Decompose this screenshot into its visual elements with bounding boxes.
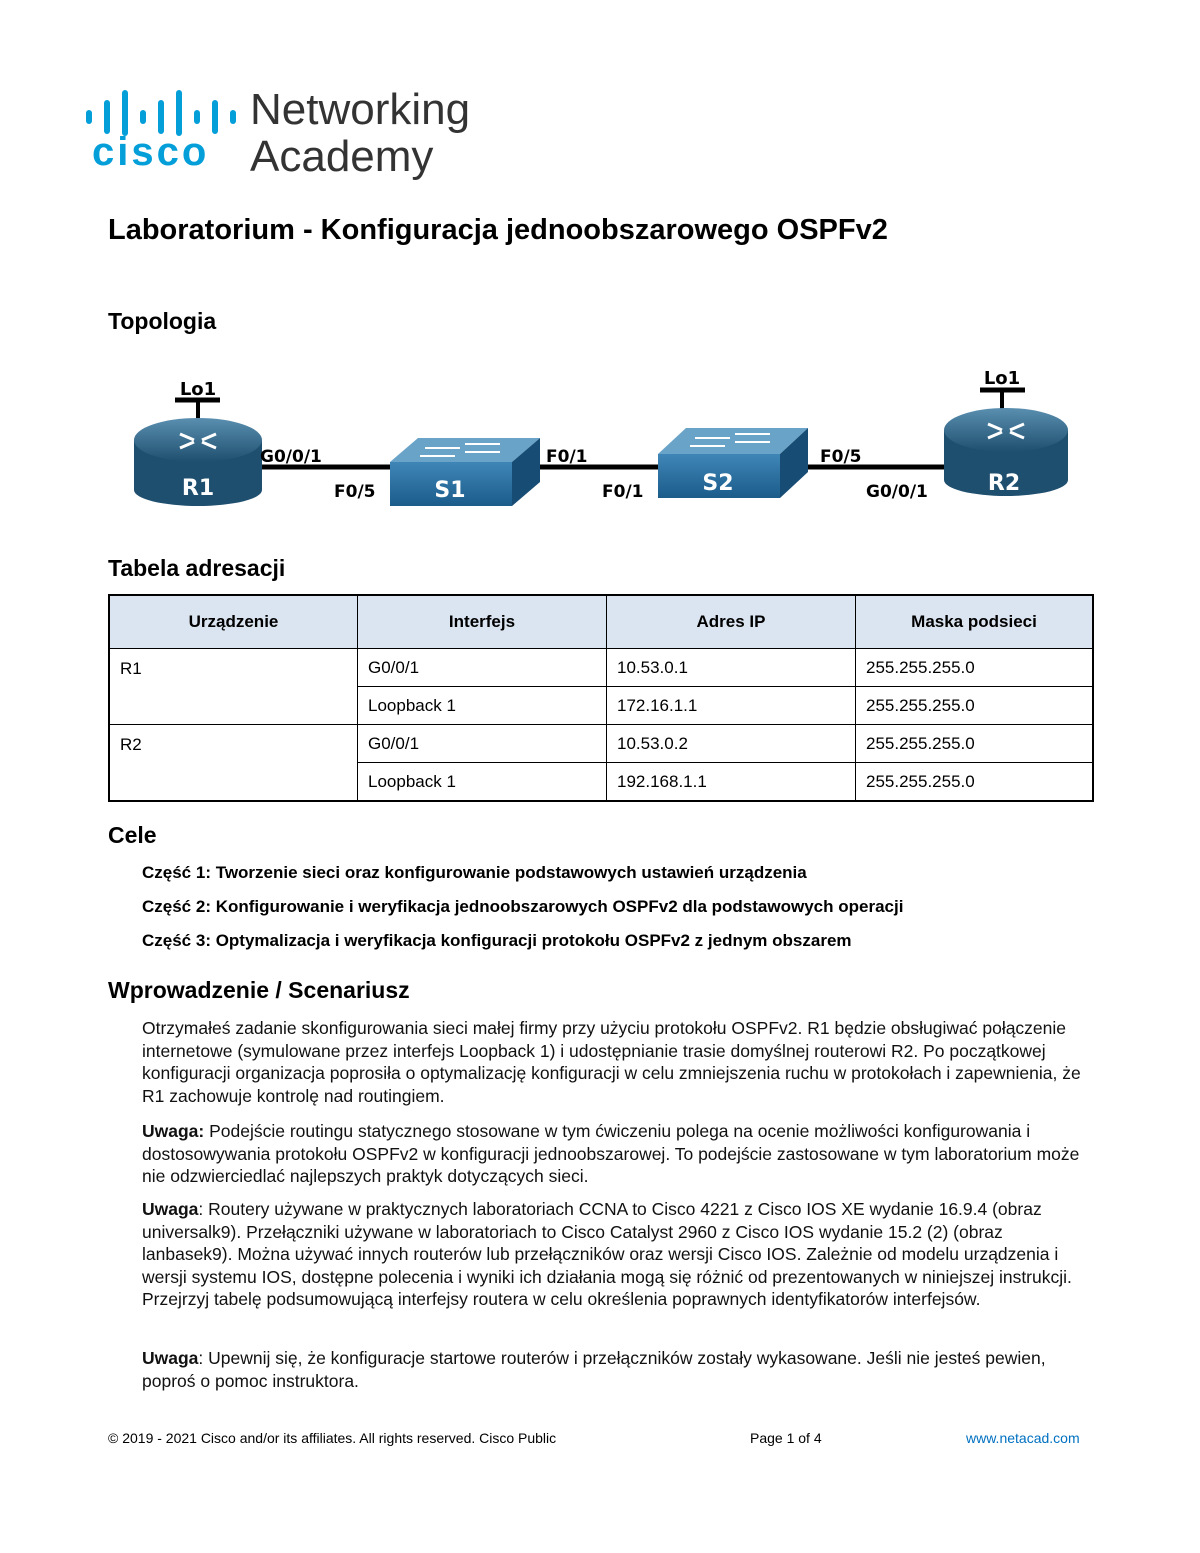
note-paragraph-3: [142, 1347, 1092, 1392]
cell-interface: G0/0/1: [358, 649, 607, 687]
cell-device: R2: [109, 725, 358, 802]
note-text: : Routery używane w praktycznych laboratoriach CCNA to Cisco 4221 z Cisco IOS XE wydanie 16.9.4 (obraz universalk9). Przełączniki używane w laboratoriach to Cisco Catalyst 2960 z Cisco IOS wydanie 15.2 (2) (obraz lanbasek9). Można używać innych routerów lub przełączników oraz wersji Cisco IOS. Zależnie od modelu urządzenia i wersji systemu IOS, dostępne polecenia i wyniki ich działania mogą się różnić od prezentowanych w niniejszej instrukcji. Przejrzyj tabelę podsumowującą interfejsy routera w celu określenia poprawnych identyfikatorów interfejsów.: [142, 1199, 1072, 1309]
intro-paragraph: Otrzymałeś zadanie skonfigurowania sieci małej firmy przy użyciu protokołu OSPFv2. R1 będzie obsługiwać połączenie internetowe (symulowane przez interfejs Loopback 1) i udostępnianie trasie domyślnej routerowi R2. Po początkowej konfiguracji organizacja poprosiła o optymalizację konfiguracji w celu zmniejszenia ruchu w protokołach i zapewnienia, że R1 zachowuje kontrolę nad routingiem.: [142, 1018, 1081, 1106]
label-s2: S2: [702, 471, 734, 496]
label-lo1-right: Lo1: [983, 368, 1021, 389]
note-label: Uwaga: [142, 1348, 199, 1368]
cell-device: R1: [109, 649, 358, 725]
cell-interface: Loopback 1: [358, 687, 607, 725]
table-row: [109, 649, 1093, 687]
table-row: [109, 725, 1093, 763]
label-s1-port-right: F0/1: [546, 447, 588, 467]
logo-academy: Academy: [250, 132, 434, 181]
objective-part-3: Część 3: Optymalizacja i weryfikacja konfiguracji protokołu OSPFv2 z jednym obszarem: [142, 931, 852, 950]
topology-diagram: [120, 360, 1080, 530]
cell-mask: 255.255.255.0: [856, 763, 1094, 802]
note-label: Uwaga: [142, 1199, 199, 1219]
footer-page-number: Page 1 of 4: [750, 1430, 822, 1446]
cell-ip: 10.53.0.1: [607, 649, 856, 687]
logo-networking: Networking: [250, 85, 471, 134]
label-r1: R1: [181, 476, 215, 501]
cell-interface: G0/0/1: [358, 725, 607, 763]
addressing-table: [108, 594, 1094, 802]
note-label: Uwaga:: [142, 1121, 205, 1141]
section-topology: Topologia: [108, 308, 217, 334]
header-interface: Interfejs: [358, 595, 607, 649]
footer-copyright: © 2019 - 2021 Cisco and/or its affiliates. All rights reserved. Cisco Public: [108, 1430, 557, 1446]
section-objectives: Cele: [108, 822, 157, 848]
cell-mask: 255.255.255.0: [856, 687, 1094, 725]
note-paragraph-2: [142, 1198, 1092, 1311]
section-addressing: Tabela adresacji: [108, 555, 286, 581]
label-r1-port: G0/0/1: [260, 447, 322, 467]
page-title: Laboratorium - Konfiguracja jednoobszarowego OSPFv2: [108, 214, 888, 246]
cell-ip: 192.168.1.1: [607, 763, 856, 802]
note-paragraph-1: [142, 1120, 1092, 1188]
header-mask: Maska podsieci: [856, 595, 1094, 649]
label-s2-port-right: F0/5: [820, 447, 862, 467]
header-ip: Adres IP: [607, 595, 856, 649]
label-s1-port-left: F0/5: [334, 482, 376, 502]
section-intro: Wprowadzenie / Scenariusz: [108, 977, 410, 1003]
footer-link[interactable]: www.netacad.com: [966, 1430, 1080, 1446]
cisco-wordmark: cisco: [92, 130, 210, 174]
label-s2-port-left: F0/1: [602, 482, 644, 502]
objective-part-2: Część 2: Konfigurowanie i weryfikacja jednoobszarowych OSPFv2 dla podstawowych operacji: [142, 897, 904, 916]
note-text: : Upewnij się, że konfiguracje startowe routerów i przełączników zostały wykasowane. Jeśli nie jesteś pewien, poproś o pomoc instruktora.: [142, 1348, 1046, 1391]
cell-mask: 255.255.255.0: [856, 725, 1094, 763]
label-lo1-left: Lo1: [179, 379, 217, 400]
cell-interface: Loopback 1: [358, 763, 607, 802]
cell-ip: 172.16.1.1: [607, 687, 856, 725]
label-s1: S1: [434, 478, 466, 503]
cell-mask: 255.255.255.0: [856, 649, 1094, 687]
note-text: Podejście routingu statycznego stosowane w tym ćwiczeniu polega na ocenie możliwości konfigurowania i dostosowywania protokołu OSPFv2 w konfiguracji jednoobszarowej. To podejście zastosowane w tym laboratorium może nie odzwierciedlać najlepszych praktyk dotyczących sieci.: [142, 1121, 1080, 1186]
header-device: Urządzenie: [109, 595, 358, 649]
objective-part-1: Część 1: Tworzenie sieci oraz konfigurowanie podstawowych ustawień urządzenia: [142, 863, 807, 882]
cell-ip: 10.53.0.2: [607, 725, 856, 763]
label-r2-port: G0/0/1: [866, 482, 928, 502]
label-r2: R2: [987, 471, 1021, 496]
